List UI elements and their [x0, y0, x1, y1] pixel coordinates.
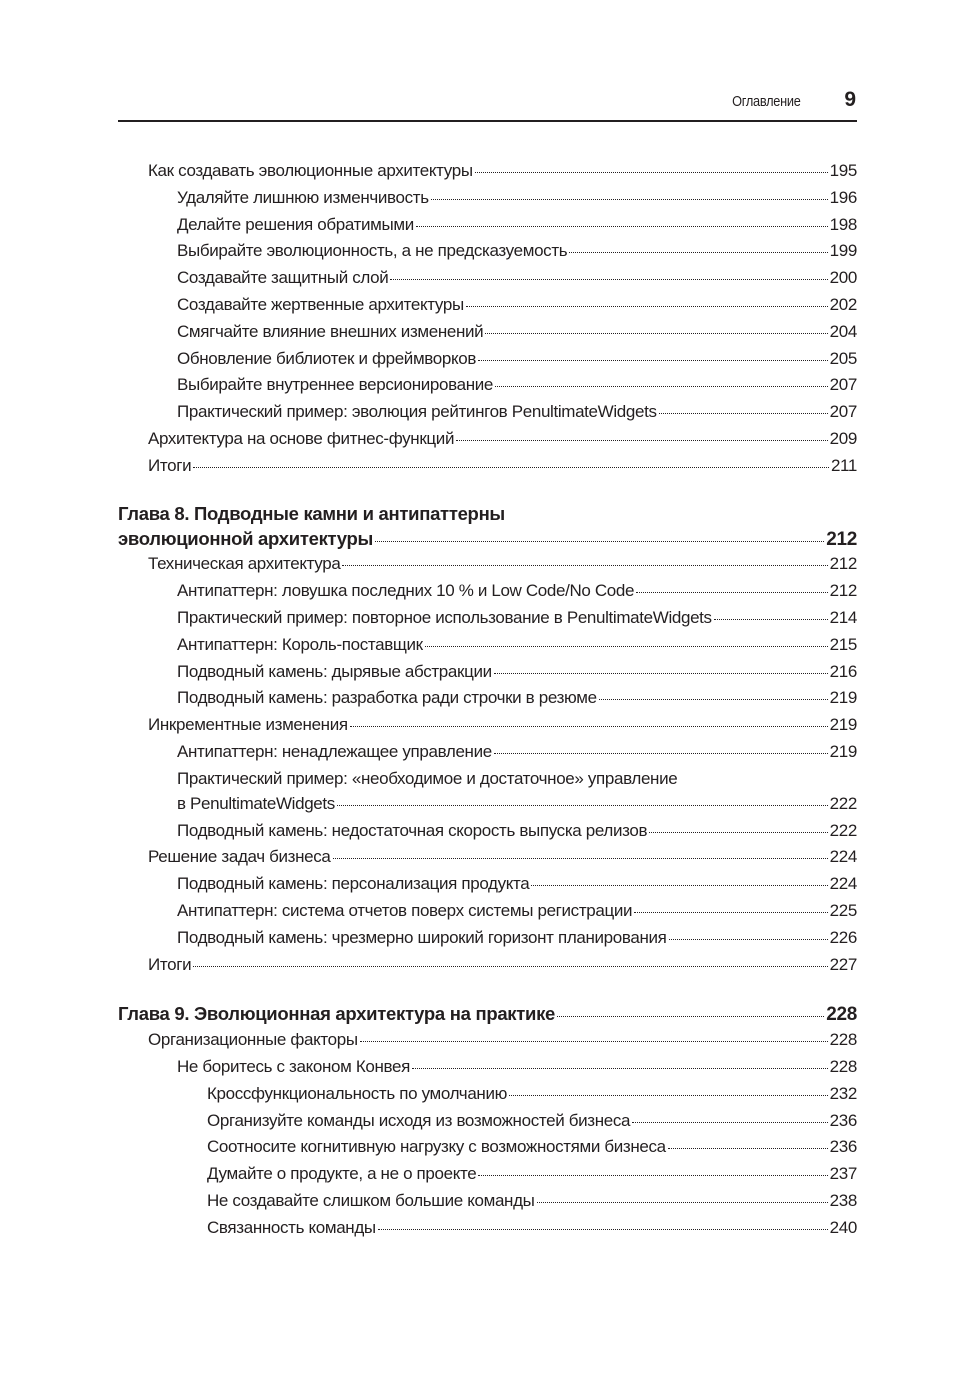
toc-entry[interactable] — [118, 1137, 857, 1164]
dot-leader — [390, 279, 827, 280]
dot-leader — [478, 1175, 827, 1176]
page-ref: 212 — [826, 528, 857, 550]
toc-entry[interactable] — [118, 1218, 857, 1245]
entry-title: Выбирайте эволюционность, а не предсказуемость — [177, 241, 568, 261]
entry-title: Как создавать эволюционные архитектуры — [148, 161, 473, 180]
entry-title: Не создавайте слишком большие команды — [207, 1190, 535, 1210]
page-ref: 224 — [829, 874, 857, 894]
entry-title: Подводный камень: недостаточная скорость выпуска релизов — [177, 820, 648, 840]
toc-entry[interactable] — [118, 928, 857, 955]
dot-leader — [478, 360, 828, 361]
page-ref: 211 — [830, 455, 857, 475]
toc-entry[interactable] — [118, 268, 857, 295]
header-title: Оглавление — [732, 93, 801, 110]
page-ref: 219 — [829, 688, 857, 708]
dot-leader — [494, 673, 828, 674]
table-of-contents — [118, 161, 857, 1244]
entry-title: Обновление библиотек и фреймворков — [177, 348, 477, 368]
entry-title: Создавайте защитный слой — [177, 268, 389, 288]
toc-chapter-8 — [118, 503, 857, 982]
page-ref: 240 — [829, 1217, 857, 1237]
dot-leader — [333, 858, 828, 859]
toc-entry[interactable] — [118, 1084, 857, 1111]
page-ref: 237 — [829, 1164, 857, 1184]
dot-leader — [634, 912, 828, 913]
entry-title: Смягчайте влияние внешних изменений — [177, 321, 484, 341]
toc-entry-wrapped[interactable]: Практический пример: «необходимое и достаточное» управление в PenultimateWidgets 222 — [177, 768, 857, 813]
toc-entry[interactable] — [118, 821, 857, 848]
page-number: 9 — [844, 88, 856, 111]
toc-entry[interactable] — [118, 295, 857, 322]
dot-leader — [456, 440, 828, 441]
page-ref: 207 — [829, 402, 857, 422]
page-ref: 238 — [829, 1190, 857, 1210]
entry-title: Практический пример: эволюция рейтингов PenultimateWidgets — [177, 402, 657, 422]
dot-leader — [375, 541, 824, 542]
dot-leader — [557, 1016, 824, 1017]
page-ref: 196 — [829, 187, 857, 207]
page-ref: 200 — [829, 268, 857, 288]
page-ref: 228 — [829, 1056, 857, 1076]
entry-title: Итоги — [148, 954, 192, 974]
dot-leader — [342, 565, 827, 566]
page-ref: 207 — [829, 375, 857, 395]
toc-entry[interactable] — [118, 161, 857, 188]
entry-title: Архитектура на основе фитнес-функций — [148, 428, 455, 448]
page-ref: 222 — [829, 820, 857, 840]
page-ref: 236 — [829, 1110, 857, 1130]
toc-chapter-9 — [118, 1003, 857, 1244]
entry-title: Антипаттерн: Король-поставщик — [177, 634, 423, 654]
dot-leader — [193, 966, 827, 967]
chapter-8-title-line1[interactable]: Глава 8. Подводные камни и антипаттерны — [118, 502, 505, 524]
dot-leader — [425, 646, 828, 647]
dot-leader — [649, 832, 828, 833]
toc-entry[interactable] — [118, 554, 857, 581]
page-ref: 205 — [829, 348, 857, 368]
page-ref: 198 — [829, 214, 857, 234]
toc-entry[interactable] — [118, 1191, 857, 1218]
entry-title: Удаляйте лишнюю изменчивость — [177, 187, 429, 207]
page-ref: 226 — [829, 927, 857, 947]
dot-leader — [537, 1202, 828, 1203]
toc-section-chapter7-tail — [118, 161, 857, 483]
dot-leader — [494, 753, 828, 754]
toc-entry[interactable] — [118, 1164, 857, 1191]
dot-leader — [350, 726, 828, 727]
entry-title: Думайте о продукте, а не о проекте — [207, 1164, 477, 1184]
chapter-9-title[interactable]: Глава 9. Эволюционная архитектура на практике 228 — [118, 1003, 857, 1026]
entry-title: Организуйте команды исходя из возможностей бизнеса — [207, 1110, 631, 1130]
dot-leader — [632, 1122, 828, 1123]
dot-leader — [466, 306, 828, 307]
entry-title: Не боритесь с законом Конвея — [177, 1056, 410, 1076]
dot-leader — [360, 1041, 828, 1042]
toc-entry[interactable] — [118, 429, 857, 456]
toc-entry[interactable] — [118, 1057, 857, 1084]
page-ref: 228 — [826, 1004, 857, 1026]
toc-entry[interactable] — [118, 402, 857, 429]
dot-leader — [485, 333, 827, 334]
entry-title: Подводный камень: дырявые абстракции — [177, 661, 492, 681]
dot-leader — [714, 619, 828, 620]
entry-title: Подводный камень: разработка ради строчки в резюме — [177, 688, 597, 708]
entry-title: Практический пример: повторное использование в PenultimateWidgets — [177, 607, 712, 627]
entry-title: Подводный камень: чрезмерно широкий горизонт планирования — [177, 927, 667, 947]
dot-leader — [659, 413, 828, 414]
page-ref: 227 — [829, 954, 857, 974]
toc-entry[interactable] — [118, 608, 857, 635]
dot-leader — [669, 939, 828, 940]
page-ref: 236 — [829, 1137, 857, 1157]
toc-entry[interactable] — [118, 662, 857, 689]
dot-leader — [431, 199, 828, 200]
page-ref: 228 — [829, 1030, 857, 1050]
toc-entry[interactable] — [118, 715, 857, 742]
page-ref: 215 — [829, 634, 857, 654]
dot-leader — [475, 172, 828, 173]
page-ref: 219 — [829, 741, 857, 761]
entry-title: Создавайте жертвенные архитектуры — [177, 294, 464, 314]
page-ref: 216 — [829, 661, 857, 681]
page-ref: 225 — [829, 900, 857, 920]
dot-leader — [378, 1229, 828, 1230]
page-ref: 224 — [829, 847, 857, 867]
toc-entry[interactable] — [118, 581, 857, 608]
entry-title: Подводный камень: персонализация продукта — [177, 874, 530, 894]
toc-entry[interactable] — [118, 241, 857, 268]
dot-leader — [412, 1068, 828, 1069]
page-ref: 195 — [829, 161, 857, 180]
toc-entry[interactable] — [118, 688, 857, 715]
entry-title: Инкрементные изменения — [148, 715, 348, 735]
toc-entry[interactable] — [118, 635, 857, 662]
toc-entry[interactable] — [118, 1030, 857, 1057]
page-ref: 214 — [829, 607, 857, 627]
dot-leader — [193, 467, 829, 468]
dot-leader — [531, 885, 827, 886]
toc-entry[interactable] — [118, 847, 857, 874]
toc-entry[interactable] — [118, 456, 857, 483]
toc-entry[interactable] — [118, 375, 857, 402]
toc-entry[interactable] — [118, 1111, 857, 1138]
dot-leader — [337, 805, 828, 806]
entry-title: Соотносите когнитивную нагрузку с возможностями бизнеса — [207, 1137, 666, 1157]
dot-leader — [509, 1095, 828, 1096]
page-ref: 222 — [829, 793, 857, 813]
entry-title: Итоги — [148, 455, 192, 475]
dot-leader — [569, 252, 827, 253]
entry-title: Решение задач бизнеса — [148, 847, 331, 867]
entry-title: Антипаттерн: система отчетов поверх системы регистрации — [177, 900, 633, 920]
entry-title: Антипаттерн: ненадлежащее управление — [177, 741, 492, 761]
toc-entry[interactable] — [118, 215, 857, 242]
running-header — [118, 86, 857, 122]
chapter-8-title-line2[interactable]: эволюционной архитектуры 212 — [118, 527, 857, 550]
dot-leader — [495, 386, 828, 387]
toc-entry[interactable] — [118, 349, 857, 376]
entry-title: Кроссфункциональность по умолчанию — [207, 1083, 508, 1103]
entry-title: Связанность команды — [207, 1217, 376, 1237]
page-ref: 209 — [829, 428, 857, 448]
toc-entry[interactable] — [118, 955, 857, 982]
entry-title: Делайте решения обратимыми — [177, 214, 414, 234]
toc-entry[interactable] — [118, 742, 857, 769]
dot-leader — [668, 1148, 828, 1149]
entry-title: Организационные факторы — [148, 1030, 358, 1050]
page-ref: 212 — [829, 554, 857, 574]
page-ref: 212 — [829, 581, 857, 601]
toc-entry[interactable] — [118, 874, 857, 901]
page-ref: 219 — [829, 715, 857, 735]
entry-title: Техническая архитектура — [148, 554, 341, 574]
page-ref: 232 — [829, 1083, 857, 1103]
toc-entry[interactable] — [118, 188, 857, 215]
toc-entry[interactable] — [118, 901, 857, 928]
page-ref: 204 — [829, 321, 857, 341]
page-ref: 199 — [829, 241, 857, 261]
entry-title: Антипаттерн: ловушка последних 10 % и Low Code/No Code — [177, 581, 635, 601]
dot-leader — [599, 699, 828, 700]
dot-leader — [636, 592, 828, 593]
entry-title: Выбирайте внутреннее версионирование — [177, 375, 494, 395]
page-ref: 202 — [829, 294, 857, 314]
toc-entry[interactable] — [118, 322, 857, 349]
dot-leader — [416, 226, 828, 227]
